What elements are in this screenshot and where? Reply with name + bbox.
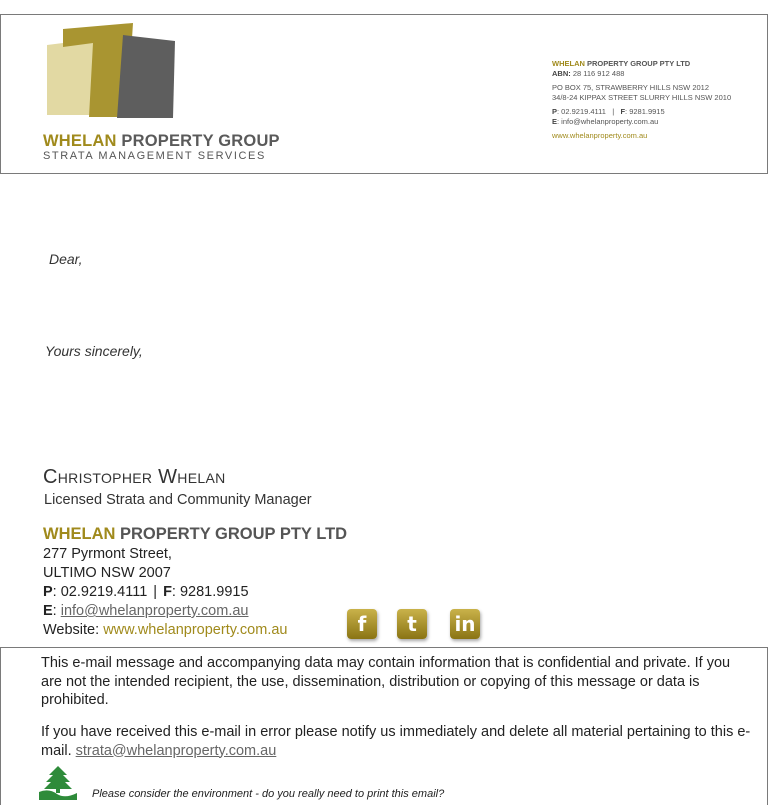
environment-note: Please consider the environment - do you really need to print this email? bbox=[92, 788, 445, 800]
disclaimer-paragraph-2: If you have received this e-mail in error please notify us immediately and delete all material pertaining to this e-mail. strata@whelanproperty.com.au bbox=[41, 724, 751, 759]
header-abn: ABN: 28 116 912 488 bbox=[552, 69, 625, 78]
header-company: WHELAN PROPERTY GROUP PTY LTD bbox=[552, 59, 691, 68]
closing: Yours sincerely, bbox=[45, 343, 143, 359]
header-address-2: 34/8-24 KIPPAX STREET SLURRY HILLS NSW 2010 bbox=[552, 93, 732, 102]
linkedin-icon[interactable]: in bbox=[450, 609, 480, 639]
header-contact-info bbox=[552, 59, 731, 141]
signature-email: E: info@whelanproperty.com.au bbox=[43, 603, 249, 619]
signature-website-link[interactable]: www.whelanproperty.com.au bbox=[103, 622, 288, 638]
disclaimer-paragraph-1: This e-mail message and accompanying data may contain information that is confidential and private. If you are not the intended recipient, the use, dissemination, distribution or copying of this message or data is prohibited. bbox=[41, 655, 731, 708]
twitter-icon[interactable]: t bbox=[397, 609, 427, 639]
signature-email-link[interactable]: info@whelanproperty.com.au bbox=[60, 603, 249, 619]
letterhead bbox=[0, 14, 768, 174]
tree-icon bbox=[39, 766, 77, 800]
company-logo bbox=[45, 23, 180, 123]
greeting: Dear, bbox=[49, 251, 83, 267]
signature-company: WHELAN PROPERTY GROUP PTY LTD bbox=[43, 525, 348, 543]
facebook-icon[interactable]: f bbox=[347, 609, 377, 639]
header-email: E: info@whelanproperty.com.au bbox=[552, 117, 659, 126]
disclaimer-box bbox=[0, 647, 768, 805]
brand-name: WHELAN PROPERTY GROUP bbox=[43, 132, 280, 150]
signature-street: 277 Pyrmont Street, bbox=[43, 546, 172, 562]
signature-name: Christopher Whelan bbox=[43, 466, 226, 488]
signature-details bbox=[43, 545, 287, 640]
signature-phone-fax: P: 02.9219.4111 | F: 9281.9915 bbox=[43, 584, 249, 600]
header-website-link[interactable]: www.whelanproperty.com.au bbox=[552, 131, 648, 140]
header-address-1: PO BOX 75, STRAWBERRY HILLS NSW 2012 bbox=[552, 83, 710, 92]
signature-website: Website: www.whelanproperty.com.au bbox=[43, 622, 288, 638]
signature-city: ULTIMO NSW 2007 bbox=[43, 565, 171, 581]
disclaimer-email-link[interactable]: strata@whelanproperty.com.au bbox=[75, 742, 277, 759]
brand-tagline: STRATA MANAGEMENT SERVICES bbox=[43, 150, 266, 162]
signature-role: Licensed Strata and Community Manager bbox=[44, 492, 312, 508]
header-phone-fax: P: 02.9219.4111 | F: 9281.9915 bbox=[552, 107, 665, 116]
